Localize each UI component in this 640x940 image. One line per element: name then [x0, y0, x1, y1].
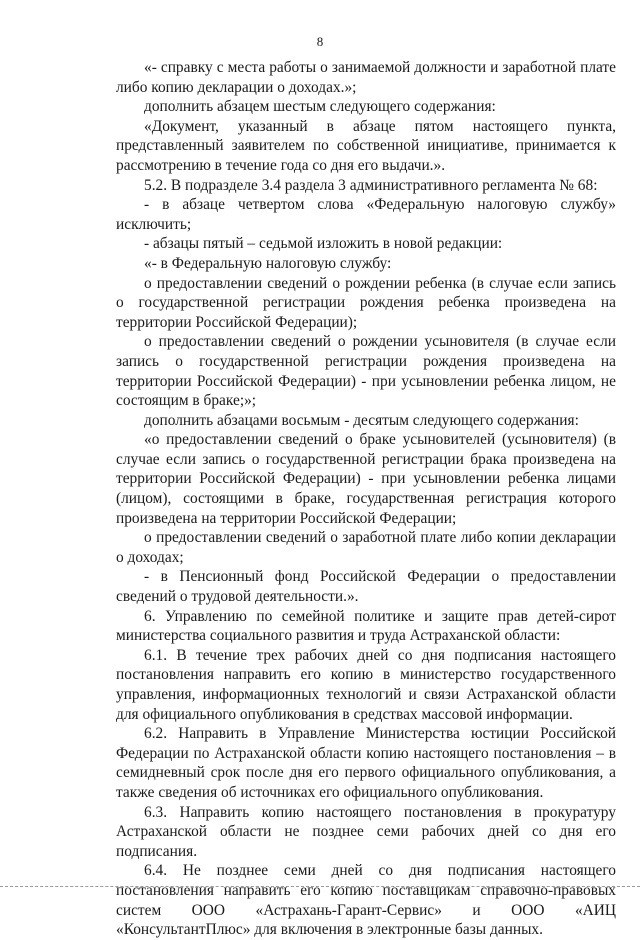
paragraph: - в абзаце четвертом слова «Федеральную налоговую службу» исключить;	[116, 196, 616, 233]
document-body	[116, 58, 616, 940]
page-bottom-rule	[0, 886, 640, 887]
paragraph: дополнить абзацами восьмым - десятым следующего содержания:	[144, 411, 579, 429]
paragraph: дополнить абзацем шестым следующего содержания:	[144, 98, 496, 116]
paragraph: - абзацы пятый – седьмой изложить в новой редакции:	[144, 235, 503, 253]
paragraph: 6.2. Направить в Управление Министерства юстиции Российской Федерации по Астраханской области копию настоящего постановления – в семидневный срок после дня его первого официального опубликования, а также сведения об источниках его официального опубликования.	[116, 725, 616, 801]
page-number: 8	[316, 34, 324, 49]
paragraph: - в Пенсионный фонд Российской Федерации о предоставлении сведений о трудовой деятельности.».	[116, 568, 616, 606]
paragraph: «Документ, указанный в абзаце пятом настоящего пункта, представленный заявителем по собственной инициативе, принимается к рассмотрению в течение года со дня его выдачи.».	[116, 117, 616, 174]
paragraph: о предоставлении сведений о заработной плате либо копии декларации о доходах;	[116, 529, 616, 566]
paragraph: 6.3. Направить копию настоящего постановления в прокуратуру Астраханской области не позднее семи рабочих дней со дня его подписания.	[116, 803, 616, 860]
paragraph: «- в Федеральную налоговую службу:	[144, 254, 392, 272]
paragraph: 6.1. В течение трех рабочих дней со дня подписания настоящего постановления направить его копию в министерство государственного управления, информационных технологий и связи Астраханской области для официального опубликования в средствах массовой информации.	[116, 646, 616, 723]
paragraph: о предоставлении сведений о рождении усыновителя (в случае если запись о государственной регистрации рождения произведена на территории Российской Федерации) - при усыновлении ребенка лицом, не состоящим в браке;»;	[116, 333, 616, 410]
paragraph: «о предоставлении сведений о браке усыновителей (усыновителя) (в случае если запись о государственной регистрации брака произведена на территории Российской Федерации) - при усыновлении ребенка лицами (лицом), состоящими в браке, государственная регистрация которого произведена на территории Российской Федерации;	[116, 431, 616, 527]
paragraph: 5.2. В подразделе 3.4 раздела 3 административного регламента № 68:	[144, 176, 598, 194]
paragraph: 6.4. Не позднее семи дней со дня подписания настоящего постановления направить его копию поставщикам справочно-правовых систем ООО «Астрахань-Гарант-Сервис» и ООО «АИЦ «КонсультантПлюс» для включения в электронные базы данных.	[116, 862, 616, 939]
paragraph: 6. Управлению по семейной политике и защите прав детей-сирот министерства социального развития и труда Астраханской области:	[116, 607, 616, 645]
paragraph: о предоставлении сведений о рождении ребенка (в случае если запись о государственной регистрации рождения ребенка произведена на территории Российской Федерации);	[116, 274, 616, 331]
paragraph: «- справку с места работы о занимаемой должности и заработной плате либо копию декларации о доходах.»;	[116, 59, 616, 96]
